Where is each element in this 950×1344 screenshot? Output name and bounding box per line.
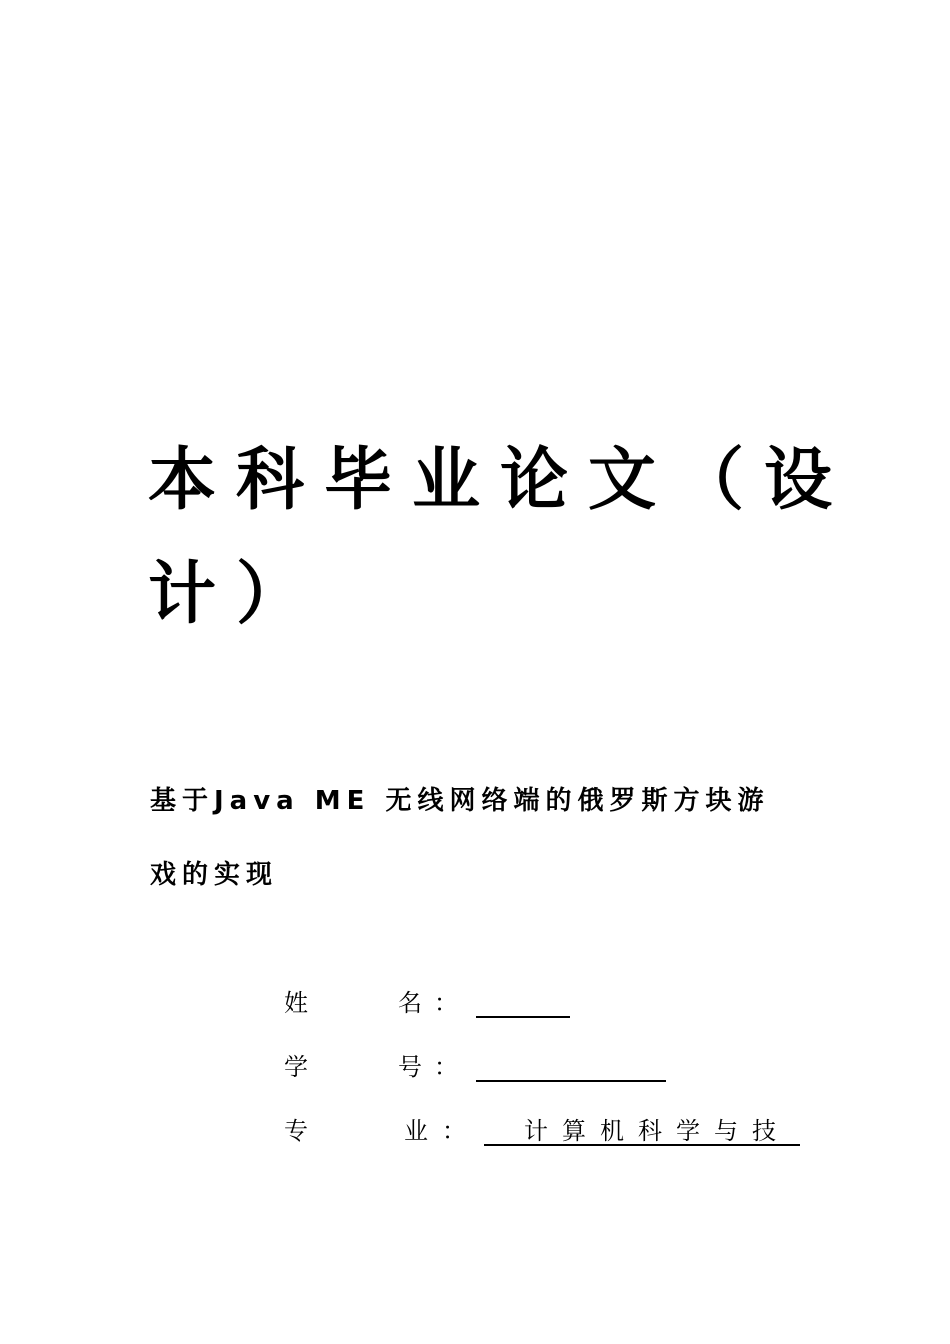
name-label-char-1: 姓 <box>284 989 308 1017</box>
thesis-title-line-2: 计） <box>148 554 325 634</box>
major-label-char-1: 专 <box>284 1117 308 1145</box>
thesis-title-line-1: 本科毕业论文（设 <box>148 440 853 520</box>
major-value-underline: 计算机科学与技 <box>484 1116 800 1146</box>
major-label-char-2: 业 <box>404 1117 428 1145</box>
thesis-subtitle-line-1: 基于Java ME 无线网络端的俄罗斯方块游 <box>150 786 770 816</box>
name-label-char-2: 名 <box>398 989 422 1017</box>
student-id-label-char-2: 号 <box>398 1053 422 1081</box>
student-id-label-char-1: 学 <box>284 1053 308 1081</box>
thesis-subtitle-line-2: 戏的实现 <box>150 860 279 890</box>
student-id-value-underline <box>476 1052 666 1082</box>
student-id-colon: ： <box>434 1053 458 1081</box>
name-value-underline <box>476 988 570 1018</box>
major-colon: ： <box>442 1117 466 1145</box>
name-colon: ： <box>434 989 458 1017</box>
